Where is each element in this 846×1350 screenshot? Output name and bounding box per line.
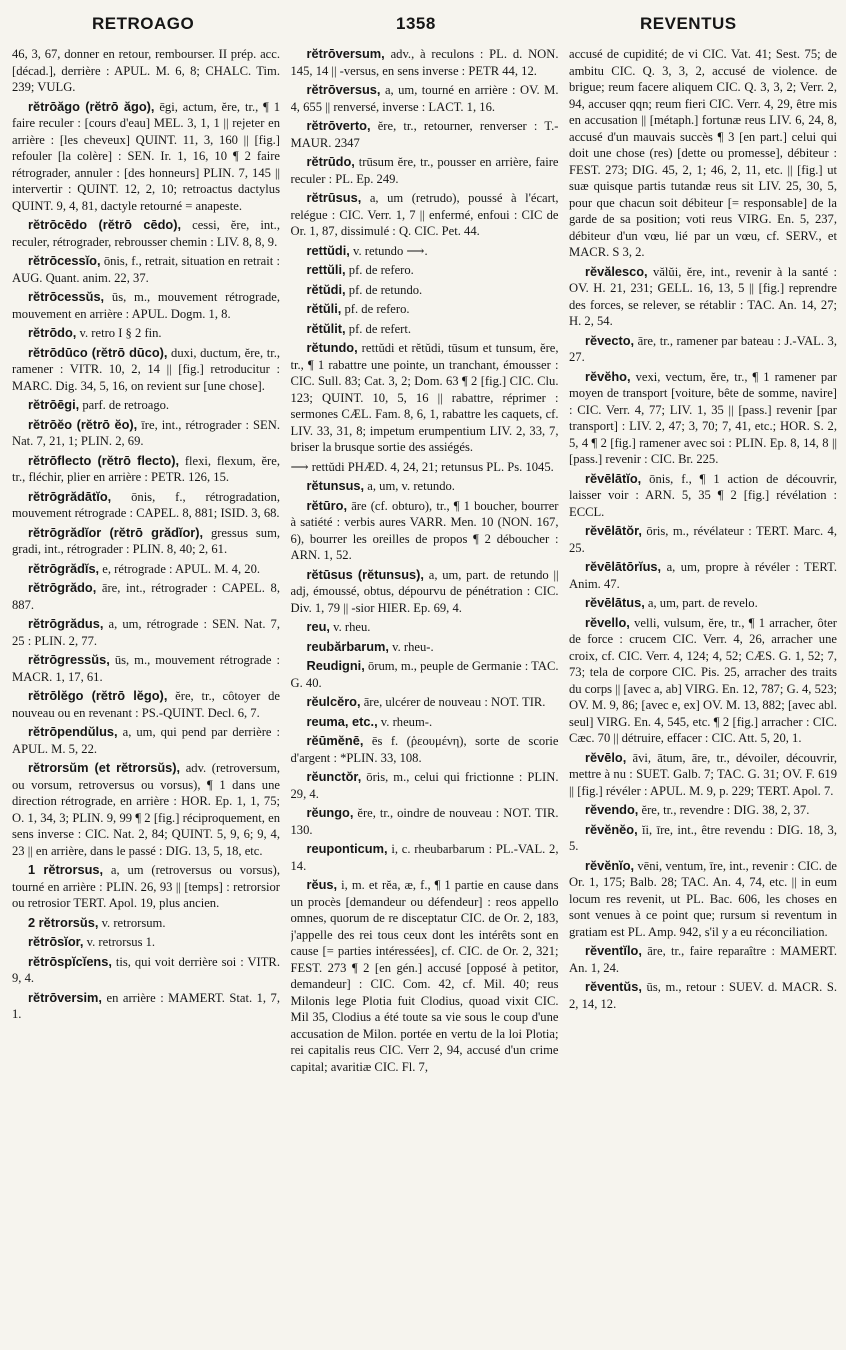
dictionary-entry bbox=[291, 340, 559, 456]
entry-headword: rĕus, bbox=[306, 877, 338, 892]
entry-definition: vēni, ventum, īre, int., revenir : CIC. de Or. 1, 175; Balb. 28; TAC. An. 4, 74, etc. || in eum locum res revenit, ut PL. Bac. 606, les choses en sont venues à ce point que; rursum si reventum in gratiam est PL. Amp. 942, s'il y a eu réconciliation. bbox=[569, 858, 837, 939]
entry-headword: rĕventĭlo, bbox=[585, 943, 642, 958]
entry-headword: Reudigni, bbox=[306, 658, 365, 673]
dictionary-entry bbox=[12, 616, 280, 649]
dictionary-entry bbox=[569, 523, 837, 556]
entry-headword: rĕvecto, bbox=[585, 332, 635, 348]
entry-definition: ōnis, f., rétrogradation, mouvement rétrograde : CAPEL. 8, 881; ISID. 3, 68. bbox=[12, 489, 280, 520]
entry-definition: āre (cf. obturo), tr., ¶ 1 boucher, bourrer à satiété : verbis aures VARR. Men. 10 (NON. 167, 6), bourrer les oreilles de propos ¶ 2 déboucher : ARN. 1, 52. bbox=[290, 498, 559, 562]
dictionary-entry bbox=[569, 46, 837, 261]
entry-definition: adv., à reculons : PL. d. NON. 145, 14 || -versus, en sens inverse : PETR 44, 12. bbox=[290, 47, 559, 78]
entry-definition: ōris, m., celui qui frictionne : PLIN. 29, 4. bbox=[290, 770, 559, 801]
entry-headword: rĕtrōdūco (rĕtrō dūco), bbox=[28, 344, 168, 360]
column-middle bbox=[291, 46, 559, 1342]
entry-definition: ūs, m., mouvement rétrograde, mouvement en arrière : APUL. Dogm. 1, 8. bbox=[12, 290, 280, 321]
entry-headword: reuponticum, bbox=[306, 841, 388, 856]
entry-headword: rĕvēlātĭo, bbox=[585, 470, 642, 486]
dictionary-entry bbox=[12, 760, 280, 859]
dictionary-entry bbox=[291, 567, 559, 617]
entry-headword: rĕtrōgrădĭor (rĕtrō grădĭor), bbox=[28, 524, 204, 540]
entry-definition: rettŭdi et rĕtŭdi, tūsum et tunsum, ĕre, tr., ¶ 1 rabattre une pointe, un tranchant, émousser : CIC. Sull. 83; Cat. 3, 2; Dom. 63 ¶ 2 [fig.] CIC. Clu. 123; QUINT. 10, 5, 16 || rabattre, réprimer : sermones CÆL. Fam. 8, 6, 1, rabattre les caquets, cf. LIV. 33, 31, 8; impetum erumpentium LIV. 2, 33, 7, briser la brusque sortie des assiégés. bbox=[290, 341, 559, 454]
entry-definition: ĕre, tr., revendre : DIG. 38, 2, 37. bbox=[641, 803, 810, 817]
dictionary-entry bbox=[291, 243, 559, 260]
entry-definition: ēs f. (ῥεουμένη), sorte de scorie d'argent : *PLIN. 33, 108. bbox=[290, 734, 559, 765]
entry-headword: rĕtŭdi, bbox=[306, 281, 346, 297]
entry-definition: flexi, flexum, ĕre, tr., fléchir, plier en arrière : PETR. 126, 15. bbox=[12, 453, 280, 484]
entry-definition: i, c. rheubarbarum : PL.-VAL. 2, 14. bbox=[290, 842, 559, 873]
entry-definition: pf. de refero. bbox=[344, 302, 410, 316]
dictionary-entry bbox=[12, 417, 280, 450]
entry-definition: v. retundo ⟶. bbox=[353, 243, 428, 258]
entry-headword: rĕtrōcessĭo, bbox=[28, 253, 101, 268]
entry-definition: vălŭi, ĕre, int., revenir à la santé : OV. H. 21, 231; GELL. 16, 13, 5 || [fig.] reprendre des forces, se relever, se rétablir : TAC. An. 14, 27; H. 2, 54. bbox=[569, 264, 837, 328]
dictionary-entry bbox=[291, 301, 559, 318]
entry-definition: āre, tr., faire reparaître : MAMERT. An. 1, 24. bbox=[569, 944, 837, 975]
entry-headword: rĕvĕnĕo, bbox=[585, 821, 638, 837]
dictionary-entry bbox=[291, 805, 559, 838]
entry-headword: rĕulcĕro, bbox=[306, 694, 361, 709]
entry-headword: rĕtrōversim, bbox=[28, 989, 102, 1005]
entry-headword: rĕtrōcessŭs, bbox=[28, 289, 105, 304]
entry-definition: pf. de retundo. bbox=[348, 282, 423, 297]
dictionary-entry bbox=[291, 694, 559, 711]
dictionary-entry bbox=[569, 802, 837, 819]
dictionary-entry bbox=[12, 325, 280, 342]
entry-headword: rĕtūro, bbox=[306, 497, 348, 513]
entry-definition: tis, qui voit derrière soi : VITR. 9, 4. bbox=[12, 954, 280, 985]
entry-definition: ⟶ rettŭdi PHÆD. 4, 24, 21; retunsus PL. Ps. 1045. bbox=[290, 459, 554, 474]
dictionary-entry bbox=[569, 369, 837, 468]
entry-headword: rĕtundo, bbox=[306, 340, 358, 355]
dictionary-entry bbox=[12, 253, 280, 286]
entry-definition: accusé de cupidité; de vi CIC. Vat. 41; Sest. 75; de ambitu CIC. Q. 3, 3, 2, accusé de violence. de brigue; reum facere aliquem CIC. Q. 3, 3, 2; Verr. 2, 94, accuser qqn; reum fieri CIC. Verr. 4, 29, être mis en accusation || [métaph.] fortunæ reus LIV. 6, 24, 8, accusé d'un mauvais succès ¶ 3 [en part.] celui qui doit une chose (res) [dette ou promesse], débiteur : FEST. 273; DIG. 45, 2, 1; 46, 2, 11, etc. || [fig.] ut suæ quisque partis tutandæ reus sit LIV. 25, 30, 5, pour que chacun soit débiteur [= responsable] de la garde de sa position; voti reus VIRG. En. 5, 237, débiteur d'un vœu, lié par un vœu, cf. SERV., et MACR. S 3, 2. bbox=[569, 47, 837, 259]
entry-definition: v. rheu-. bbox=[392, 639, 434, 654]
entry-headword: reubărbarum, bbox=[306, 638, 389, 654]
entry-definition: v. rheum-. bbox=[380, 714, 433, 729]
dictionary-entry bbox=[569, 943, 837, 976]
dictionary-entry bbox=[12, 990, 280, 1023]
dictionary-entry bbox=[569, 333, 837, 366]
entry-definition: pf. de refero. bbox=[348, 263, 414, 277]
dictionary-entry bbox=[291, 190, 559, 240]
running-head-left: RETROAGO bbox=[92, 14, 195, 33]
entry-definition: 46, 3, 67, donner en retour, rembourser. II prép. acc. [décad.], derrière : APUL. M. 6, 8; CHALC. Tim. 239; VULG. bbox=[12, 47, 280, 94]
entry-headword: rĕtrōgrădus, bbox=[28, 616, 104, 631]
entry-definition: ōnis, f., ¶ 1 action de découvrir, laisser voir : ARN. 5, 35 ¶ 2 [fig.] révélation : ECCL. bbox=[569, 471, 837, 519]
entry-definition: a, um, rétrograde : SEN. Nat. 7, 25 : PLIN. 2, 77. bbox=[12, 617, 280, 648]
column-right bbox=[569, 46, 837, 1342]
entry-headword: rĕtrūsus, bbox=[306, 190, 362, 205]
dictionary-entry bbox=[12, 397, 280, 414]
entry-definition: āvi, ātum, āre, tr., dévoiler, découvrir, mettre à nu : SUET. Galb. 7; TAC. G. 31; OV. F. 619 || [fig.] révéler : APUL. M. 9, p. 229; TERT. Apol. 7. bbox=[569, 750, 837, 798]
entry-headword: rettŭli, bbox=[306, 262, 346, 277]
entry-definition: āre, ulcérer de nouveau : NOT. TIR. bbox=[363, 695, 546, 709]
entry-definition: ōrum, m., peuple de Germanie : TAC. G. 40. bbox=[290, 659, 559, 690]
dictionary-entry bbox=[569, 858, 837, 941]
page-header bbox=[0, 14, 846, 40]
dictionary-entry bbox=[12, 954, 280, 987]
entry-headword: rĕtrūdo, bbox=[306, 154, 355, 169]
entry-headword: rĕvēlātōrĭus, bbox=[585, 559, 662, 574]
entry-headword: 1 rĕtrorsus, bbox=[28, 862, 104, 877]
dictionary-entry bbox=[569, 471, 837, 521]
dictionary-entry bbox=[569, 979, 837, 1012]
entry-headword: rĕvēlātŏr, bbox=[585, 523, 642, 538]
dictionary-entry bbox=[12, 724, 280, 757]
entry-definition: pf. de refert. bbox=[348, 321, 411, 336]
entry-definition: a, um, part. de revelo. bbox=[647, 596, 758, 610]
entry-headword: rĕvēlo, bbox=[585, 749, 627, 765]
entry-headword: rettŭdi, bbox=[306, 242, 350, 258]
entry-definition: duxi, ductum, ĕre, tr., ramener : VITR. 10, 2, 14 || [fig.] retroducitur : MARC. Dig. 34, 5, 16, on revient sur [une chose]. bbox=[12, 345, 280, 393]
dictionary-entry bbox=[291, 714, 559, 731]
entry-headword: rĕunctŏr, bbox=[306, 769, 362, 784]
entry-headword: rĕvĕnĭo, bbox=[585, 857, 635, 873]
entry-definition: v. rheu. bbox=[333, 620, 371, 634]
dictionary-entry bbox=[569, 559, 837, 592]
entry-definition: ūs, m., retour : SUEV. d. MACR. S. 2, 14, 12. bbox=[569, 980, 837, 1011]
dictionary-entry bbox=[569, 595, 837, 612]
entry-definition: adv. (retroversum, ou vorsum, retroversus ou vorsus), ¶ 1 dans une direction rétrograde, en arrière : HOR. Ep. 1, 1, 75; O. 1, 34, 3; PLIN. 9, 99 ¶ 2 [fig.] réciproquement, en sens inverse : CIC. Nat. 2, 84; QUINT. 5, 9, 6; 9, 4, 23 || en arrière, dans le passé : DIG. 13, 5, 18, etc. bbox=[12, 761, 280, 858]
dictionary-entry bbox=[569, 750, 837, 800]
entry-headword: rĕtrōăgo (rĕtrō ăgo), bbox=[28, 98, 155, 114]
dictionary-entry bbox=[12, 345, 280, 395]
entry-headword: reu, bbox=[306, 619, 330, 634]
entry-definition: a, um, tourné en arrière : OV. M. 4, 655 || renversé, inverse : LACT. 1, 16. bbox=[290, 83, 559, 114]
dictionary-entry bbox=[12, 453, 280, 486]
dictionary-entry bbox=[291, 478, 559, 495]
entry-headword: rĕtrōgrădĭs, bbox=[28, 560, 100, 576]
dictionary-entry bbox=[291, 498, 559, 564]
entry-definition: āre, int., rétrograder : CAPEL. 8, 887. bbox=[12, 581, 280, 612]
entry-headword: rĕtrōgrădātĭo, bbox=[28, 488, 112, 504]
entry-headword: rĕtrōverto, bbox=[306, 118, 371, 133]
entry-headword: rĕtrōversum, bbox=[306, 46, 385, 61]
entry-definition: ōris, m., révélateur : TERT. Marc. 4, 25. bbox=[569, 524, 837, 555]
entry-headword: rĕtrōgrădo, bbox=[28, 580, 97, 595]
column-left bbox=[12, 46, 280, 1342]
dictionary-entry bbox=[12, 688, 280, 721]
entry-headword: rĕtrōversus, bbox=[306, 82, 381, 97]
dictionary-entry bbox=[291, 733, 559, 766]
entry-definition: ĕre, tr., retourner, renverser : T.-MAUR. 2347 bbox=[290, 119, 559, 150]
entry-headword: rĕtrōĕo (rĕtrō ĕo), bbox=[28, 416, 138, 432]
entry-definition: ĕre, tr., côtoyer de nouveau ou en revenant : PS.-QUINT. Decl. 6, 7. bbox=[12, 689, 280, 720]
dictionary-entry bbox=[291, 658, 559, 691]
entry-definition: trūsum ĕre, tr., pousser en arrière, faire reculer : PL. Ep. 249. bbox=[290, 155, 559, 186]
dictionary-entry bbox=[291, 118, 559, 151]
entry-definition: ĭi, īre, int., être revendu : DIG. 18, 3, 5. bbox=[569, 822, 837, 853]
dictionary-entry bbox=[12, 915, 280, 932]
entry-headword: 2 rĕtrorsŭs, bbox=[28, 914, 99, 930]
entry-headword: rĕtrōlĕgo (rĕtrō lĕgo), bbox=[28, 688, 168, 703]
entry-definition: ōnis, f., retrait, situation en retrait : AUG. Quant. anim. 22, 37. bbox=[12, 254, 280, 285]
entry-headword: rĕtŭlit, bbox=[306, 320, 346, 336]
dictionary-entry bbox=[569, 822, 837, 855]
entry-definition: en arrière : MAMERT. Stat. 1, 7, 1. bbox=[12, 990, 280, 1021]
entry-definition: a, um (retroversus ou vorsus), tourné en arrière : PLIN. 26, 93 || [temps] : retrorsior ou retrosior TERT. Apol. 19, plus ancien. bbox=[12, 863, 280, 910]
dictionary-entry bbox=[291, 282, 559, 299]
entry-definition: a, um, propre à révéler : TERT. Anim. 47. bbox=[569, 560, 837, 591]
entry-definition: a, um, qui pend par derrière : APUL. M. 5, 22. bbox=[12, 725, 280, 756]
dictionary-entry bbox=[12, 934, 280, 951]
entry-definition: ĕre, tr., oindre de nouveau : NOT. TIR. 130. bbox=[290, 806, 559, 837]
dictionary-entry bbox=[291, 619, 559, 636]
entry-headword: rĕtrōsĭor, bbox=[28, 934, 84, 949]
running-head-right: REVENTUS bbox=[640, 14, 737, 33]
entry-definition: vexi, vectum, ĕre, tr., ¶ 1 ramener par moyen de transport [voiture, bête de somme, navire] : CIC. Verr. 4, 77; LIV. 1, 35 || [pass.] revenir [par transport] : LIV. 2, 47; 3, 70; 7, 41, etc.; HOR. S. 2, 5, 4 ¶ 2 [fig.] ramener avec soi : PLIN. Ep. 8, 14, 8 || [pass.] revenir : CIC. Br. 225. bbox=[569, 369, 837, 466]
entry-definition: v. retrorsum. bbox=[101, 915, 166, 930]
entry-headword: rĕvălesco, bbox=[585, 263, 648, 279]
entry-definition: i, m. et rĕa, æ, f., ¶ 1 partie en cause dans un procès [demandeur ou défendeur] : reos appello omnes, quorum de re disceptatur CIC. de Or. 2, 183, j'appelle des rei tous ceux dont les intérêts sont en cause [= parties intéressées], cf. CIC. de Or. 2, 321; FEST. 273 ¶ 2 [en gén.] accusé [opposé à petitor, demandeur] : CIC. Com. 42, cf. Mil. 40; reus Milonis lege Plotia fuit Clodius, quoad vixit CIC. Mil 35, Clodius a été toute sa vie sous le coup d'une accusation de Milon. portée en vertu de la loi Plotia; rei capitalis reus CIC. Verr 2, 94, accusé d'un crime capital; avaritiæ CIC. Fl. 7, bbox=[290, 878, 559, 1074]
entry-headword: rĕtunsus, bbox=[306, 478, 365, 493]
entry-headword: rĕtrōēgi, bbox=[28, 397, 80, 412]
dictionary-entry bbox=[12, 561, 280, 578]
entry-definition: ūs, m., mouvement rétrograde : MACR. 1, 17, 61. bbox=[12, 653, 280, 684]
entry-headword: rĕūmĕnē, bbox=[306, 733, 364, 748]
entry-headword: rĕvĕho, bbox=[585, 368, 631, 384]
entry-headword: rĕtrōdo, bbox=[28, 325, 77, 340]
entry-definition: gressus sum, gradi, int., rétrograder : PLIN. 8, 40; 2, 61. bbox=[12, 525, 280, 556]
dictionary-entry bbox=[291, 82, 559, 115]
entry-definition: velli, vulsum, ĕre, tr., ¶ 1 arracher, ôter de force : crucem CIC. Verr. 4, 26, arracher une croix, cf. CIC. Verr. 4, 124; 4, 52; CÆS. G. 1, 52; 7, 73; tela de corpore CIC. Pis. 25, arracher des traits du corps || [avec a, ab] VIRG. En. 12, 787; G. 4, 523; OV. M. 9, 86; [avec e, ex] OV. M. 13, 882; [avec abl. seul] VIRG. En. 4, 545, etc. ¶ 2 [fig.] arracher : CIC. Cæc. 70 || détruire, effacer : CIC. Att. 5, 20, 1. bbox=[569, 615, 837, 745]
entry-headword: rĕvendo, bbox=[585, 802, 639, 817]
dictionary-columns bbox=[12, 46, 837, 1342]
dictionary-entry bbox=[291, 459, 559, 476]
entry-headword: rĕvēlātus, bbox=[585, 595, 645, 610]
dictionary-entry bbox=[291, 262, 559, 279]
dictionary-entry bbox=[569, 264, 837, 330]
entry-headword: rĕtrōcēdo (rĕtrō cēdo), bbox=[28, 217, 182, 232]
dictionary-entry bbox=[12, 580, 280, 613]
entry-definition: cessi, ĕre, int., reculer, rétrograder, rebrousser chemin : LIV. 8, 8, 9. bbox=[12, 218, 280, 249]
entry-definition: a, um, part. de retundo || adj, émoussé, obtus, dépourvu de pénétration : CIC. Div. 1, 79 || -sior HIER. Ep. 69, 4. bbox=[290, 567, 559, 615]
entry-definition: īre, int., rétrograder : SEN. Nat. 7, 21, 1; PLIN. 2, 69. bbox=[12, 417, 280, 448]
dictionary-entry bbox=[12, 862, 280, 912]
dictionary-entry bbox=[12, 46, 280, 96]
page-number: 1358 bbox=[396, 14, 436, 33]
entry-definition: ēgi, actum, ĕre, tr., ¶ 1 faire reculer : [cours d'eau] MEL. 3, 1, 1 || rejeter en arrière : [les cheveux] QUINT. 11, 3, 160 || [fig.] refouler [la colère] : SEN. Ir. 1, 16, 10 ¶ 2 faire rétrograder, annuler : [des honneurs] PLIN. 7, 145 || intervertir : QUINT. 12, 2, 10; retroactus dactylus QUINT. 9, 4, 81, dactyle retourné = anapeste. bbox=[12, 99, 280, 213]
entry-headword: rĕvello, bbox=[585, 614, 630, 630]
entry-headword: rĕtūsus (rĕtunsus), bbox=[306, 566, 424, 582]
dictionary-entry bbox=[291, 877, 559, 1075]
dictionary-entry bbox=[291, 46, 559, 79]
entry-definition: āre, tr., ramener par bateau : J.-VAL. 3, 27. bbox=[569, 333, 837, 364]
entry-headword: rĕtŭli, bbox=[306, 301, 342, 316]
entry-headword: rĕtrōspĭcĭens, bbox=[28, 953, 112, 969]
dictionary-entry bbox=[12, 99, 280, 215]
entry-definition: a, um, v. retundo. bbox=[367, 479, 455, 493]
entry-headword: rĕtrōflecto (rĕtrō flecto), bbox=[28, 452, 180, 468]
entry-headword: rĕventŭs, bbox=[585, 979, 642, 994]
entry-headword: rĕungo, bbox=[306, 805, 354, 820]
dictionary-entry bbox=[291, 154, 559, 187]
dictionary-entry bbox=[12, 217, 280, 250]
entry-definition: a, um (retrudo), poussé à l'écart, relégue : CIC. Verr. 1, 7 || enfermé, enfoui : CIC de Or. 1, 87, dissimulé : Q. CIC. Pet. 44. bbox=[290, 191, 559, 238]
dictionary-entry bbox=[291, 769, 559, 802]
dictionary-entry bbox=[291, 841, 559, 874]
dictionary-entry bbox=[569, 615, 837, 747]
entry-definition: parf. de retroago. bbox=[82, 398, 170, 412]
dictionary-entry bbox=[12, 489, 280, 522]
dictionary-entry bbox=[291, 639, 559, 656]
entry-headword: rĕtrōpendŭlus, bbox=[28, 724, 118, 739]
dictionary-entry bbox=[12, 652, 280, 685]
dictionary-entry bbox=[291, 321, 559, 338]
entry-headword: rĕtrorsŭm (et rĕtrorsŭs), bbox=[28, 760, 181, 775]
dictionary-entry bbox=[12, 289, 280, 322]
entry-headword: rĕtrōgressŭs, bbox=[28, 652, 110, 667]
entry-headword: reuma, etc., bbox=[306, 713, 378, 729]
dictionary-entry bbox=[12, 525, 280, 558]
entry-definition: e, rétrograde : APUL. M. 4, 20. bbox=[102, 561, 261, 576]
entry-definition: v. retro I § 2 fin. bbox=[79, 326, 162, 340]
entry-definition: v. retrorsus 1. bbox=[86, 935, 156, 949]
